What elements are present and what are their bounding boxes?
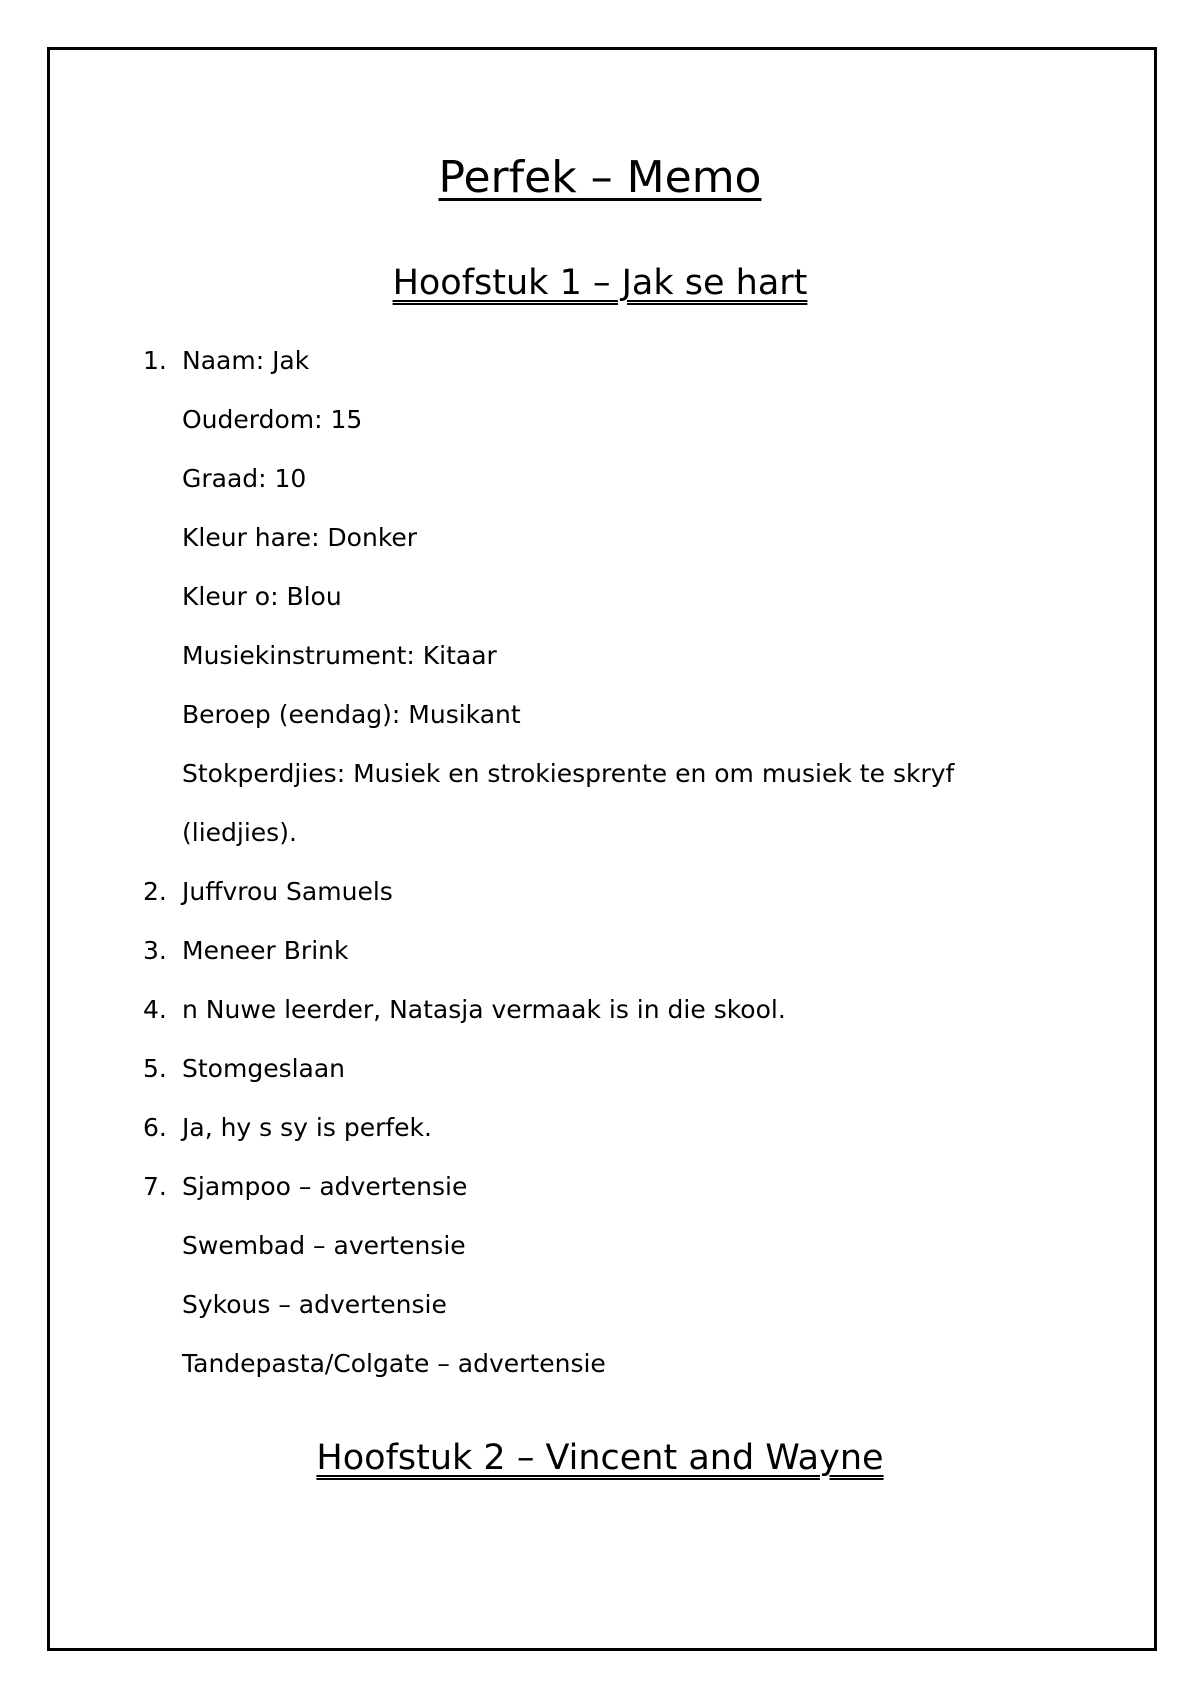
answer-line: Kleur hare: Donker (182, 523, 418, 552)
answer-number: 3. (143, 936, 167, 965)
answer-line: Kleur o: Blou (182, 582, 342, 611)
answer-line: Tandepasta/Colgate – advertensie (182, 1349, 606, 1378)
answer-line: Stomgeslaan (182, 1054, 346, 1083)
answer-number: 1. (143, 346, 167, 375)
answer-number: 2. (143, 877, 167, 906)
answer-number: 7. (143, 1172, 167, 1201)
answer-line: Beroep (eendag): Musikant (182, 700, 521, 729)
chapter-1-heading: Hoofstuk 1 – Jak se hart (392, 263, 808, 303)
answer-number: 6. (143, 1113, 167, 1142)
chapter-2-heading: Hoofstuk 2 – Vincent and Wayne (316, 1438, 884, 1478)
answer-line: n Nuwe leerder, Natasja vermaak is in die skool. (182, 995, 786, 1024)
answer-line: Sjampoo – advertensie (182, 1172, 468, 1201)
answer-line: Swembad – avertensie (182, 1231, 466, 1260)
answer-line: Ouderdom: 15 (182, 405, 363, 434)
answer-line: Sykous – advertensie (182, 1290, 447, 1319)
answer-number: 5. (143, 1054, 167, 1083)
answer-line: Ja, hy s sy is perfek. (182, 1113, 432, 1142)
answer-number: 4. (143, 995, 167, 1024)
answer-line: Musiekinstrument: Kitaar (182, 641, 497, 670)
answer-line: Graad: 10 (182, 464, 307, 493)
answer-line: Meneer Brink (182, 936, 349, 965)
answer-line: Naam: Jak (182, 346, 310, 375)
answer-line: (liedjies). (182, 818, 297, 847)
answer-line: Stokperdjies: Musiek en strokiesprente en om musiek te skryf (182, 759, 955, 788)
answer-line: Juffvrou Samuels (182, 877, 393, 906)
memo-title: Perfek – Memo (438, 152, 762, 203)
